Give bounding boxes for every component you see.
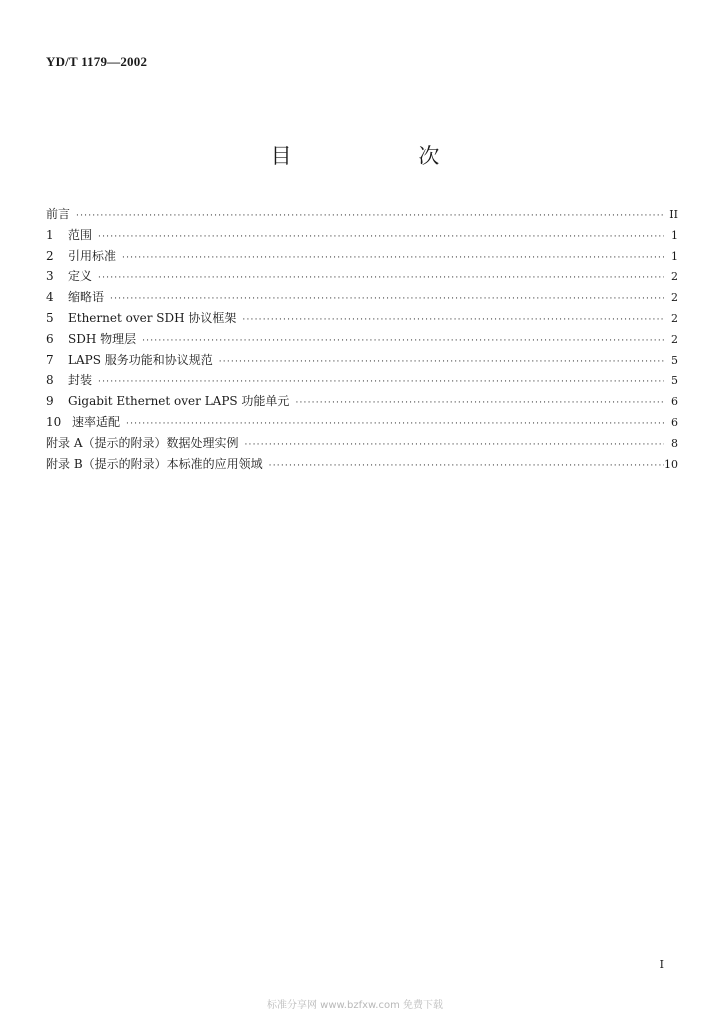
toc-entry-number: 4	[46, 290, 54, 305]
toc-leader-dots	[122, 248, 664, 269]
toc-leader-dots	[98, 268, 664, 289]
toc-entry-number: 10	[46, 414, 62, 429]
toc-entry-label: 前言	[46, 207, 71, 221]
toc-leader-dots	[295, 393, 664, 414]
toc-entry-label: 附录 A（提示的附录）数据处理实例	[46, 435, 239, 450]
toc-entry-4[interactable]	[46, 287, 678, 308]
toc-entry-number: 3	[46, 269, 54, 284]
toc-entry-page: 5	[671, 374, 678, 388]
toc-entry-page: 2	[671, 270, 678, 284]
watermark: 标准分享网 www.bzfxw.com 免费下载	[267, 1000, 443, 1011]
toc-entry-3[interactable]	[46, 266, 678, 287]
toc-entry-number: 8	[46, 373, 54, 388]
toc-entry-9[interactable]	[46, 391, 678, 412]
toc-entry-page: 10	[664, 457, 678, 471]
toc-leader-dots	[110, 289, 664, 310]
toc-entry-2[interactable]	[46, 246, 678, 267]
toc-entry-number: 1	[46, 227, 54, 242]
toc-entry-page: 5	[671, 353, 678, 367]
toc-entry-page: 1	[671, 228, 678, 242]
toc-leader-dots	[76, 206, 664, 227]
toc-entry-5[interactable]	[46, 308, 678, 329]
toc-leader-dots	[269, 456, 664, 477]
toc-entry-label: 附录 B（提示的附录）本标准的应用领域	[46, 456, 263, 471]
toc-entry-number: 7	[46, 352, 54, 367]
toc-entry-appendix-a[interactable]	[46, 433, 678, 454]
table-of-contents	[46, 204, 678, 474]
toc-entry-page: II	[669, 208, 678, 221]
toc-entry-label: 封装	[68, 373, 93, 388]
toc-leader-dots	[242, 310, 664, 331]
toc-entry-page: 6	[671, 415, 678, 429]
toc-entry-8[interactable]	[46, 370, 678, 391]
toc-entry-page: 1	[671, 249, 678, 263]
toc-entry-label: 速率适配	[72, 414, 121, 429]
toc-entry-foreword[interactable]	[46, 204, 678, 225]
toc-leader-dots	[98, 372, 664, 393]
toc-entry-label: LAPS 服务功能和协议规范	[68, 352, 213, 367]
toc-entry-number: 6	[46, 331, 54, 346]
toc-entry-label: Gigabit Ethernet over LAPS 功能单元	[68, 394, 290, 409]
toc-entry-label: SDH 物理层	[68, 331, 137, 346]
toc-entry-10[interactable]	[46, 412, 678, 433]
standard-code: YD/T 1179—2002	[46, 54, 148, 69]
toc-entry-page: 8	[671, 436, 678, 450]
toc-leader-dots	[219, 352, 664, 373]
toc-entry-page: 2	[671, 332, 678, 346]
toc-entry-page: 6	[671, 395, 678, 409]
toc-entry-label: 缩略语	[68, 290, 105, 305]
toc-entry-label: 引用标准	[68, 248, 117, 263]
toc-entry-label: 范围	[68, 227, 93, 242]
toc-leader-dots	[98, 227, 664, 248]
toc-entry-number: 9	[46, 394, 54, 409]
toc-leader-dots	[244, 435, 664, 456]
toc-entry-page: 2	[671, 291, 678, 305]
toc-entry-7[interactable]	[46, 350, 678, 371]
toc-entry-label: 定义	[68, 269, 93, 284]
toc-leader-dots	[142, 331, 664, 352]
toc-entry-page: 2	[671, 311, 678, 325]
page-title: 目 次	[270, 144, 500, 168]
toc-entry-1[interactable]	[46, 225, 678, 246]
toc-leader-dots	[126, 414, 664, 435]
toc-entry-label: Ethernet over SDH 协议框架	[68, 310, 237, 325]
toc-entry-number: 2	[46, 248, 54, 263]
page-number: I	[659, 958, 664, 971]
toc-entry-appendix-b[interactable]	[46, 454, 678, 475]
toc-entry-number: 5	[46, 310, 54, 325]
toc-entry-6[interactable]	[46, 329, 678, 350]
